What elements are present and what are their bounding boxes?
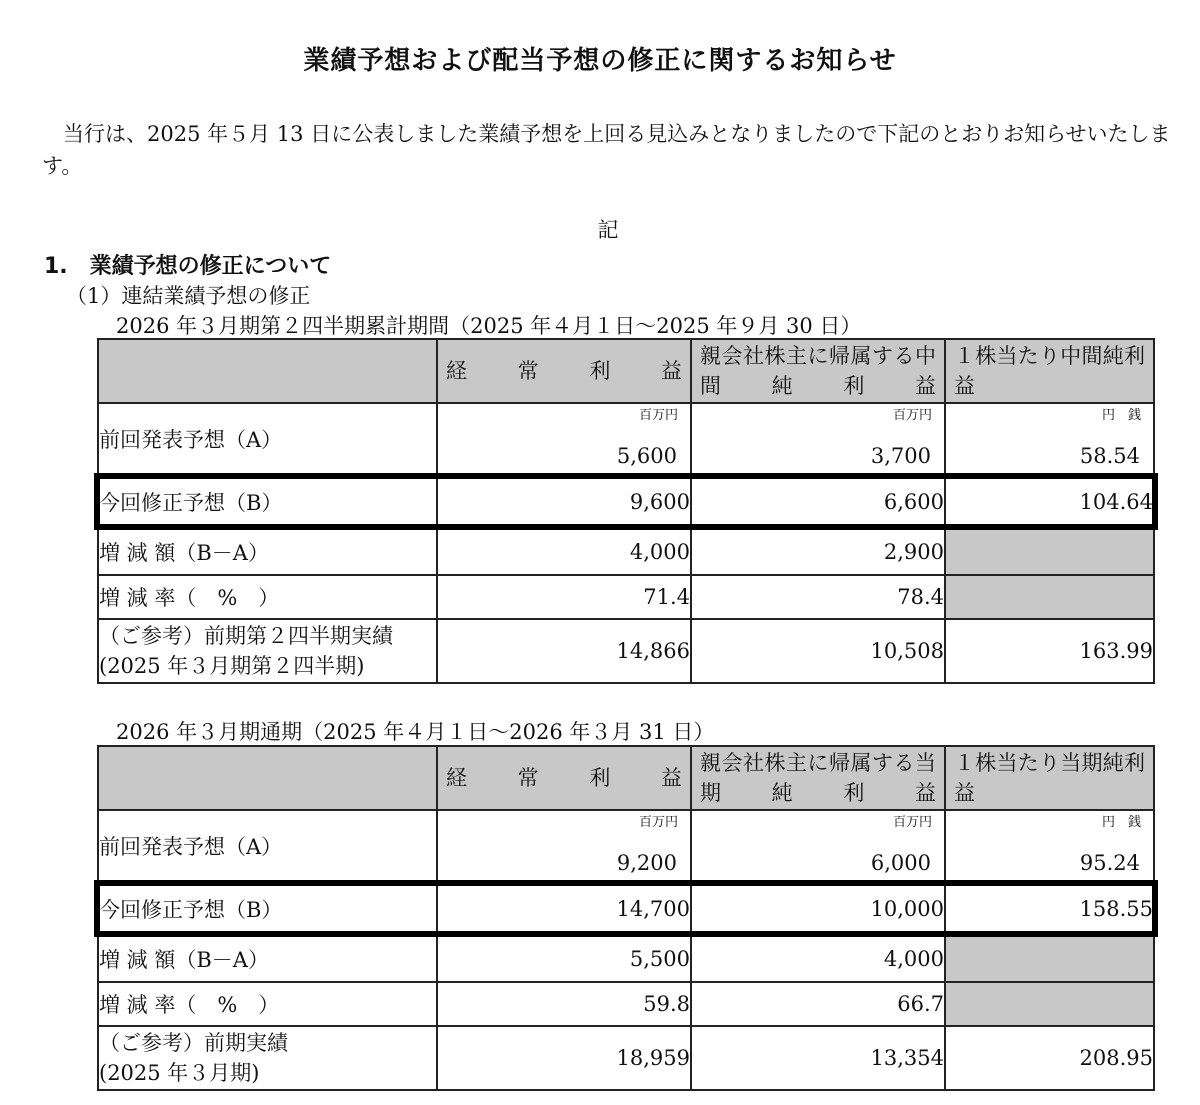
- header-blank: [98, 746, 437, 810]
- header-eps: １株当たり当期純利益: [945, 746, 1154, 810]
- cell-rev-ordinary: 9,600: [437, 475, 691, 529]
- table-row-revised: [98, 475, 1154, 529]
- cell-ref-net: 13,354: [691, 1026, 945, 1090]
- unit-yen: 円 銭: [1101, 408, 1141, 423]
- row-label-rate: 増 減 率（ % ）: [98, 982, 437, 1026]
- cell-rev-eps: 104.64: [945, 475, 1154, 529]
- unit-million: 百万円: [892, 408, 932, 423]
- cell-rev-ordinary: 14,700: [437, 882, 691, 936]
- header-net-profit: 親会社株主に帰属する当期純利益: [691, 746, 945, 810]
- period-label-full-year: 2026 年３月期通期（2025 年４月１日～2026 年３月 31 日）: [116, 720, 715, 744]
- cell-diff-net: 2,900: [691, 529, 945, 575]
- header-eps: １株当たり中間純利益: [945, 339, 1154, 403]
- cell-diff-eps-blank: [945, 936, 1154, 982]
- section-heading: 1. 業績予想の修正について: [44, 254, 332, 279]
- row-label-rate: 増 減 率（ % ）: [98, 575, 437, 619]
- unit-million: 百万円: [892, 815, 932, 830]
- table-row-prev: [98, 810, 1154, 882]
- ref-label-line2: (2025 年３月期): [99, 1061, 260, 1085]
- cell-prev-eps: [945, 403, 1154, 475]
- cell-rate-eps-blank: [945, 982, 1154, 1026]
- header-ordinary-profit: 経常利益: [437, 746, 691, 810]
- cell-prev-ordinary: [437, 403, 691, 475]
- unit-million: 百万円: [638, 408, 678, 423]
- forecast-table-full-year: [97, 745, 1155, 1091]
- period-label-interim: 2026 年３月期第２四半期累計期間（2025 年４月１日～2025 年９月 30 日）: [116, 314, 862, 338]
- cell-rate-ordinary: 71.4: [437, 575, 691, 619]
- cell-diff-ordinary: 5,500: [437, 936, 691, 982]
- table-row-reference: [98, 619, 1154, 683]
- page-title: 業績予想および配当予想の修正に関するお知らせ: [303, 46, 897, 76]
- cell-ref-net: 10,508: [691, 619, 945, 683]
- row-label-reference: [98, 1026, 437, 1090]
- cell-ref-ordinary: 18,959: [437, 1026, 691, 1090]
- row-label-revised: 今回修正予想（B）: [98, 882, 437, 936]
- cell-rate-net: 78.4: [691, 575, 945, 619]
- cell-ref-eps: 208.95: [945, 1026, 1154, 1090]
- table-row-revised: [98, 882, 1154, 936]
- value: 58.54: [1079, 444, 1140, 468]
- cell-rate-net: 66.7: [691, 982, 945, 1026]
- value: 9,200: [616, 851, 677, 875]
- cell-prev-net: [691, 403, 945, 475]
- header-ordinary-profit: 経常利益: [437, 339, 691, 403]
- row-label-diff: 増 減 額（B－A）: [98, 529, 437, 575]
- cell-rev-net: 6,600: [691, 475, 945, 529]
- row-label-diff: 増 減 額（B－A）: [98, 936, 437, 982]
- cell-rev-net: 10,000: [691, 882, 945, 936]
- row-label-prev: 前回発表予想（A）: [98, 403, 437, 475]
- value: 3,700: [870, 444, 931, 468]
- cell-ref-ordinary: 14,866: [437, 619, 691, 683]
- value: 95.24: [1079, 851, 1140, 875]
- cell-diff-eps-blank: [945, 529, 1154, 575]
- cell-rate-ordinary: 59.8: [437, 982, 691, 1026]
- table-row-prev: [98, 403, 1154, 475]
- value: 5,600: [616, 444, 677, 468]
- table-row-diff: [98, 529, 1154, 575]
- cell-prev-ordinary: [437, 810, 691, 882]
- table-row-rate: [98, 575, 1154, 619]
- ki-heading: 記: [597, 218, 619, 242]
- cell-rate-eps-blank: [945, 575, 1154, 619]
- subsection-heading: （1）連結業績予想の修正: [66, 284, 311, 308]
- ref-label-line1: （ご参考）前期第２四半期実績: [99, 624, 393, 648]
- unit-yen: 円 銭: [1101, 815, 1141, 830]
- header-blank: [98, 339, 437, 403]
- ref-label-line2: (2025 年３月期第２四半期): [99, 654, 365, 678]
- unit-million: 百万円: [638, 815, 678, 830]
- cell-diff-net: 4,000: [691, 936, 945, 982]
- row-label-reference: [98, 619, 437, 683]
- row-label-prev: 前回発表予想（A）: [98, 810, 437, 882]
- cell-diff-ordinary: 4,000: [437, 529, 691, 575]
- forecast-table-interim: [97, 338, 1155, 684]
- ref-label-line1: （ご参考）前期実績: [99, 1031, 288, 1055]
- header-net-profit: 親会社株主に帰属する中間純利益: [691, 339, 945, 403]
- cell-ref-eps: 163.99: [945, 619, 1154, 683]
- table-header-row: [98, 339, 1154, 403]
- row-label-revised: 今回修正予想（B）: [98, 475, 437, 529]
- intro-paragraph: [42, 118, 1172, 182]
- table-row-reference: [98, 1026, 1154, 1090]
- table-row-diff: [98, 936, 1154, 982]
- cell-prev-eps: [945, 810, 1154, 882]
- intro-text: 当行は、2025 年５月 13 日に公表しました業績予想を上回る見込みとなりましたので下記のとおりお知らせいたします。: [42, 122, 1171, 178]
- cell-prev-net: [691, 810, 945, 882]
- value: 6,000: [870, 851, 931, 875]
- cell-rev-eps: 158.55: [945, 882, 1154, 936]
- table-row-rate: [98, 982, 1154, 1026]
- table-header-row: [98, 746, 1154, 810]
